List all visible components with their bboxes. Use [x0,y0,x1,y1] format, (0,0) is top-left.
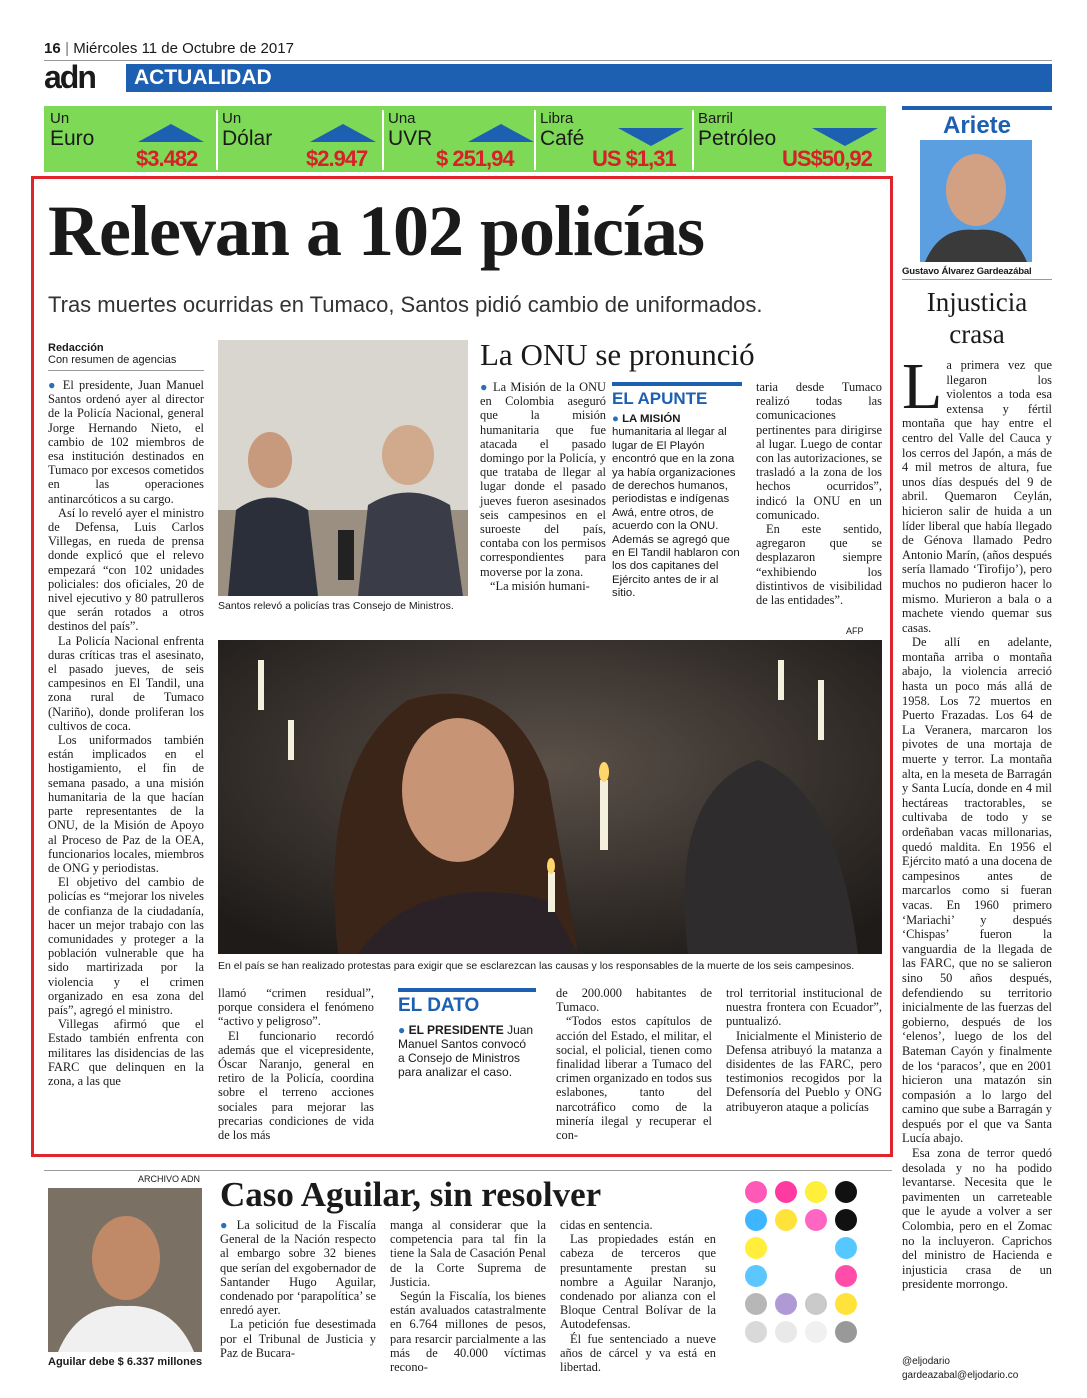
bullet-icon: ● [480,380,489,394]
column-email: gardeazabal@eljodario.co [902,1370,1019,1381]
ticker-cafe: Libra Café US $1,31 [534,110,692,170]
aguilar-photo [48,1188,202,1352]
byline: Redacción Con resumen de agencias [48,342,177,366]
bottom-col2: de 200.000 habitantes de Tumaco. “Todos estos capítulos de acción del Estado, el militar, el social, el policial, tienen como finalidad liberar a Tumaco del crimen organizado en todos sus eslabones, tanto del narcotráfico como de la minería ilegal y recuperar el con- [556,986,712,1143]
bullet-icon: ● [398,1023,406,1037]
aguilar-col3: cidas en sentencia. Las propiedades están en cabeza de terceros que presuntamente prestan su nombre a Aguilar Naranjo, condenado por alianza con el Bloque Central Bolívar de la Autodefensas. Él fue sentenciado a nueve años de cárcel y va está en libertad. [560,1218,716,1375]
meeting-photo-illustration [218,340,468,596]
bullet-icon: ● [220,1218,231,1232]
section-bar [126,64,1052,92]
columnist-name: Gustavo Álvarez Gardeazábal [902,266,1032,277]
photo-vigil [218,640,882,954]
ticker-euro: Un Euro $3.482 [50,110,210,170]
adn-logo: adn [44,59,95,95]
aguilar-caption: Aguilar debe $ 6.337 millones [48,1356,203,1368]
column-title: Injusticia crasa [926,287,1028,349]
apunte-box: EL APUNTE ● LA MISIÓN humanitaria al llegar al lugar de El Playón encontró que en la zona ya había organizaciones de derechos humanos, periodistas e indígenas Awá, entre otros, de acuerdo con la ONU. Además se agregó que en El Tandil hablaron con los dos capitanes del Ejército antes de ir al sitio. [612,382,742,601]
page-header: 16 | Miércoles 11 de Octubre de 2017 [44,40,294,57]
arrow-up-icon [468,124,534,142]
photo2-credit: AFP [846,626,864,636]
ticker-uvr: Una UVR $ 251,94 [382,110,538,170]
photo1-caption: Santos relevó a policías tras Consejo de Ministros. [218,600,454,612]
arrow-down-icon [812,128,878,146]
arrow-up-icon [138,124,204,142]
vigil-photo-illustration [218,640,882,954]
main-body-col1: ● El presidente, Juan Manuel Santos ordenó ayer al director de la Policía Nacional, general Jorge Hernando Nieto, el cambio de 102 miembros de esa institución destinados en Tumaco por excesos cometidos en las operaciones antinarcóticos a su cargo. Así lo reveló ayer el ministro de Defensa, Luis Carlos Villegas, en rueda de prensa donde explicó que el relevo empezará “con 102 unidades policiales: dos oficiales, 20 de nivel ejecutivo y 80 patrulleros que serán rotados a otros destinos del país”. La Policía Nacional enfrenta duras críticas tras el asesinato, el pasado jueves, de seis campesinos en El Tandil, una zona rural de Tumaco (Nariño), donde proliferan los cultivos de coca. Los uniformados también están implicados en el hostigamiento, el fin de semana pasado, a una misión humanitaria de la que hacían parte representantes de la ONU, de la Misión de Apoyo al Proceso de Paz de la OEA, funcionarios locales, miembros de ONG y periodistas. El objetivo del cambio de policías es “mejorar los niveles de confianza de la ciudadanía, hacer un mejor trabajo con las comunidades y proteger a la población vulnerable que ha sido martirizada por la violencia y el crimen organizado en esa zona del país”, agregó el ministro. Villegas afirmó que el Estado también enfrenta con militares las disidencias de las FARC que delinquen en la zona, a las que [48,378,204,1088]
aguilar-col2: manga al considerar que la competencia para tal fin la tiene la Sala de Casación Penal de la Corte Suprema de Justicia. Según la Fiscalía, los bienes están avaluados catastralmente en 6.764 millones de pesos, para resarcir parcialmente a las más de 40.000 víctimas recono- [390,1218,546,1375]
section-title: ACTUALIDAD [134,66,272,89]
page-date: Miércoles 11 de Octubre de 2017 [73,40,294,57]
column-text: L a primera vez que llegaron los violentos a toda esa extensa y fértil montaña que hay entre el centro del Valle del Cauca y los cerros del Japón, a más de 4 mil metros de altura, fue unos días después del 9 de abril. Quemaron Ceylán, hicieron salir de huida a un líder liberal que había llegado de Génova llamado Pedro Antonio Marín, (años después sería llamado ‘Tirofijo’), pero muchos no pudieron hacer lo mismo. Murieron a bala o a machete viendo quemar sus casas. De allí en adelante, montaña arriba o montaña abajo, la violencia arreció hasta un poco más allá de 1958. Los 72 muertos en Puerto Frazadas. Los 64 de La Veranera, marcaron los pivotes de una mortaja de muerte y terror. La montaña alta, en la meseta de Barragán y Santa Lucía, donde en 4 mil hectáreas tractorables, se cultivaba de todo y se ordeñaban vacas millonarias, quedó maldita. En 1956 el Ejército mató a una docena de campesinos antes de marcarlos como si fueran vacas. En 1960 primero ‘Mariachi’ y después ‘Chispas’ fueron la vanguardia de la llegada de las FARC, que no se salieron sino 50 años después, defendiendo su territorio inicialmente de las fuerzas del gobierno, después de los ‘elenos’, luego de los del Bateman Cayón y finalmente de los ‘paracos’, que en 2001 hicieron una matazón sin compasión a lo largo del camino que sube a Barragán y después por el que va Santa Lucía abajo. Esa zona de terror quedó desolada y no ha podido levantarse. Necesita que le pavimenten un carreteable que le ayude a volver a ser Colombia, pero en el Zomac no la incluyeron. Caprichos del ministro de Hacienda e injusticia crasa de un presidente morrongo. [902,350,1052,1292]
bottom-col3: trol territorial institucional de nuestra frontera con Ecuador”, puntualizó. Inicialmente el Ministerio de Defensa atribuyó la matanza a disidentes de las FARC, pero testimonios recogidos por la Defensoría del Pueblo y ONG atribuyeron ataque a policías [726,986,882,1114]
market-ticker [44,106,886,172]
main-headline: Relevan a 102 policías [48,191,704,271]
dato-box: EL DATO ● EL PRESIDENTE Juan Manuel Santos convocó a Consejo de Ministros para analizar el caso. [398,988,536,1079]
column-label: Ariete [942,112,1012,139]
column-dropcap: L [902,350,943,423]
color-registration-dots [742,1178,862,1358]
page-number: 16 [44,40,61,57]
aguilar-photo-credit: ARCHIVO ADN [138,1174,201,1184]
aguilar-headline: Caso Aguilar, sin resolver [220,1175,602,1214]
onu-col1: ● La Misión de la ONU en Colombia aseguró que la misión humanitaria que fue atacada el pasado domingo por la Policía, y que trataba de llegar al lugar donde el pasado jueves fueron asesinados seis campesinos en el suroeste del país, contaba con los permisos correspondientes para moverse por la zona. “La misión humani- [480,380,606,593]
ticker-petroleo: Barril Petróleo US$50,92 [692,110,888,170]
apunte-title: EL APUNTE [612,389,708,408]
ticker-dolar: Un Dólar $2.947 [216,110,382,170]
dato-title: EL DATO [398,995,480,1016]
bullet-icon: ● [612,413,619,425]
registration-dots-icon [742,1178,862,1358]
main-subheadline: Tras muertes ocurridas en Tumaco, Santos pidió cambio de uniformados. [48,292,763,317]
columnist-photo-illustration [920,140,1032,262]
aguilar-photo-illustration [48,1188,202,1352]
aguilar-col1: ● La solicitud de la Fiscalía General de la Nación respecto al embargo sobre 32 bienes que serían del exgobernador de Santander Hugo Aguilar, condenado por ‘parapolítica’ se enredó ayer. La petición fue desestimada por el Tribunal de Justicia y Paz de Bucara- [220,1218,376,1360]
arrow-up-icon [310,124,376,142]
columnist-portrait [920,140,1032,262]
arrow-down-icon [618,128,684,146]
onu-title: La ONU se pronunció [480,337,755,372]
photo2-caption: En el país se han realizado protestas para exigir que se esclarezcan las causas y los responsables de la muerte de los seis campesinos. [218,960,855,972]
onu-col3: taria desde Tumaco realizó todas las comunicaciones pertinentes para dirigirse al lugar. Luego de contar con las autorizaciones, se trasladó a la zona de los hechos ocurridos”, indicó la ONU en un comunicado. En este sentido, agregaron que se desplazaron siempre “exhibiendo los distintivos de visibilidad de las entidades”. [756,380,882,608]
column-handle: @eljodario [902,1356,950,1367]
bullet-icon: ● [48,378,58,392]
photo-santos-villegas [218,340,468,596]
bottom-col1: llamó “crimen residual”, porque considera el fenómeno “activo y peligroso”. El funcionario recordó además que el vicepresidente, Óscar Naranjo, general en retiro de la Policía, coordina sobre el terreno acciones sociales para mejorar las precarias condiciones de vida de los más [218,986,374,1143]
